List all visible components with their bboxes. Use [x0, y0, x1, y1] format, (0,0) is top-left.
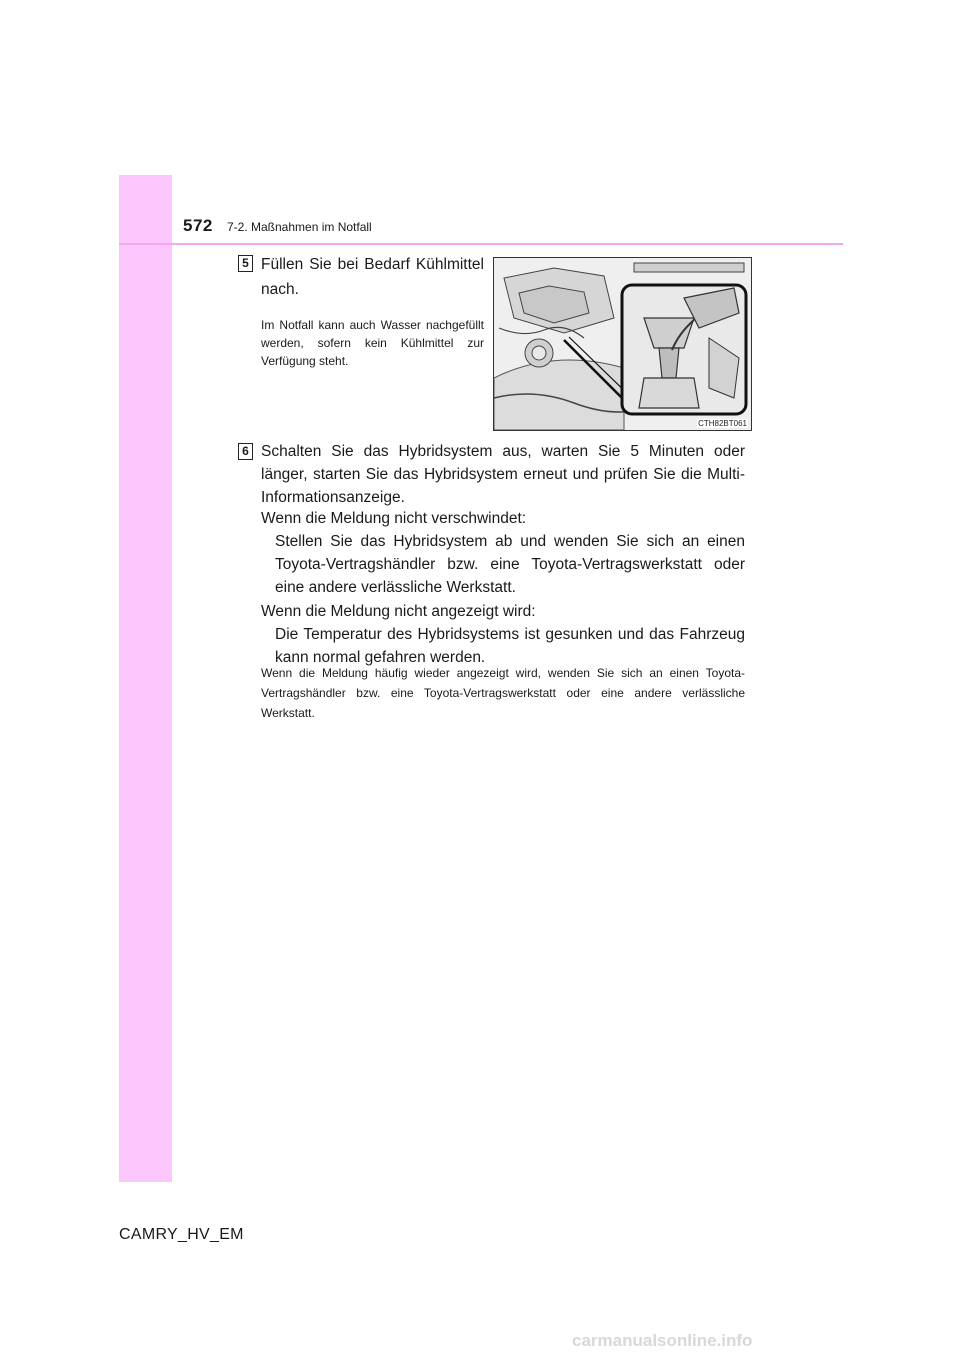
condition-message-gone: Wenn die Meldung nicht angezeigt wird:	[261, 603, 536, 620]
header-rule	[119, 243, 843, 245]
footer-model-code: CAMRY_HV_EM	[119, 1226, 244, 1243]
step-5-instruction: Füllen Sie bei Bedarf Kühlmittel nach.	[261, 256, 484, 298]
step-6-badge: 6	[238, 443, 253, 460]
step-5-badge: 5	[238, 255, 253, 272]
result-message-gone: Die Temperatur des Hybridsystems ist gesunken und das Fahrzeug kann normal gefahren werden.	[275, 626, 745, 666]
frequent-message-note: Wenn die Meldung häufig wieder angezeigt wird, wenden Sie sich an einen Toyota-Vertragshändler bzw. eine Toyota-Vertragswerkstatt oder eine andere verlässliche Werkstatt.	[261, 666, 745, 720]
coolant-refill-illustration	[493, 257, 752, 431]
watermark: carmanualsonline.info	[572, 1331, 753, 1350]
step-6-instruction: Schalten Sie das Hybridsystem aus, warten Sie 5 Minuten oder länger, starten Sie das Hybridsystem erneut und prüfen Sie die Multi-Informationsanzeige.	[261, 443, 745, 506]
step-5-note: Im Notfall kann auch Wasser nachgefüllt werden, sofern kein Kühlmittel zur Verfügung steht.	[261, 318, 484, 368]
section-title: 7-2. Maßnahmen im Notfall	[227, 220, 372, 234]
figure-code: CTH82BT061	[698, 419, 747, 428]
condition-message-persists: Wenn die Meldung nicht verschwindet:	[261, 510, 527, 527]
chapter-sidebar-tab	[119, 175, 172, 1182]
page-number: 572	[183, 216, 213, 235]
result-message-persists: Stellen Sie das Hybridsystem ab und wenden Sie sich an einen Toyota-Vertragshändler bzw. eine Toyota-Vertragswerkstatt oder eine andere verlässliche Werkstatt.	[275, 533, 745, 596]
engine-bay-drawing	[494, 258, 751, 430]
